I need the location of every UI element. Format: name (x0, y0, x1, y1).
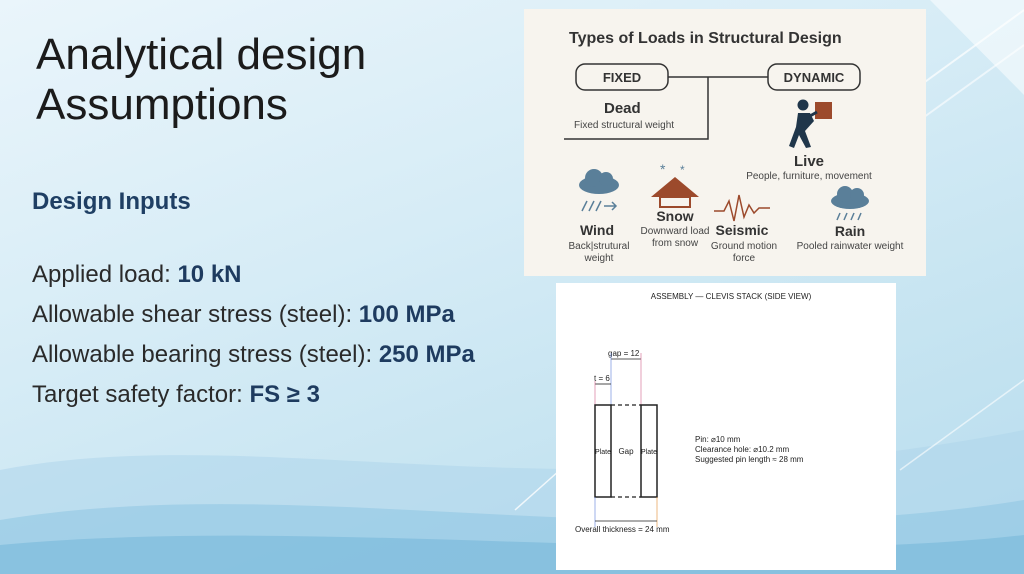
clearance-spec: Clearance hole: ⌀10.2 mm (695, 445, 790, 454)
seismic-description-line-1: Ground motion (710, 241, 778, 252)
loads-figure-title: Types of Loads in Structural Design (569, 30, 842, 47)
dead-title: Dead (604, 100, 641, 117)
svg-text:*: * (660, 161, 666, 177)
input-value: 250 MPa (378, 341, 475, 368)
rain-description: Pooled rainwater weight (796, 241, 904, 252)
pin-spec: Pin: ⌀10 mm (695, 435, 741, 444)
wind-description-line-2: weight (584, 253, 614, 264)
section-heading: Design Inputs (32, 188, 191, 215)
seismic-wave-icon (714, 195, 770, 221)
dynamic-label: DYNAMIC (783, 70, 845, 85)
input-label: Applied load: (32, 261, 178, 288)
input-value: 10 kN (177, 261, 242, 288)
slide-title (36, 30, 366, 130)
live-title: Live (793, 153, 825, 170)
svg-text:*: * (680, 163, 685, 177)
plate-right-label: Plate (641, 449, 657, 456)
wind-title: Wind (579, 222, 615, 238)
person-carrying-icon (789, 100, 832, 149)
input-value: 100 MPa (358, 301, 455, 328)
plate-left-label: Plate (595, 449, 611, 456)
snow-description-line-2: from snow (651, 238, 699, 249)
title-line-2: Assumptions (36, 80, 288, 129)
input-label: Allowable shear stress (steel): (32, 301, 359, 328)
snow-roof-icon (651, 161, 699, 207)
fixed-label: FIXED (602, 70, 642, 85)
wind-description-line-1: Back|strutural (568, 241, 630, 252)
seismic-title: Seismic (715, 222, 769, 238)
input-label: Target safety factor: (32, 381, 250, 408)
gap-label: Gap (618, 447, 634, 456)
assembly-title: ASSEMBLY — CLEVIS STACK (SIDE VIEW) (650, 292, 812, 301)
thickness-dimension: t = 6 (594, 374, 610, 383)
title-line-1: Analytical design (36, 30, 367, 79)
overall-thickness: Overall thickness = 24 mm (575, 525, 670, 534)
input-row-safety (32, 375, 542, 415)
input-value: FS ≥ 3 (249, 381, 320, 408)
live-description: People, furniture, movement (746, 171, 872, 182)
assembly-figure (556, 283, 896, 570)
rain-title: Rain (834, 223, 866, 239)
design-inputs-list (32, 255, 542, 415)
input-row-bearing (32, 335, 542, 375)
rain-cloud-icon (831, 186, 869, 220)
input-label: Allowable bearing stress (steel): (32, 341, 379, 368)
snow-title: Snow (656, 208, 694, 224)
gap-dimension: gap = 12 (608, 349, 640, 358)
pin-length-spec: Suggested pin length ≈ 28 mm (695, 455, 804, 464)
input-row-shear (32, 295, 542, 335)
loads-figure (524, 9, 926, 276)
dead-description: Fixed structural weight (574, 120, 675, 131)
wind-cloud-icon (579, 169, 619, 211)
seismic-description-line-2: force (732, 253, 756, 264)
input-row-load (32, 255, 542, 295)
snow-description-line-1: Downward load (640, 226, 710, 237)
